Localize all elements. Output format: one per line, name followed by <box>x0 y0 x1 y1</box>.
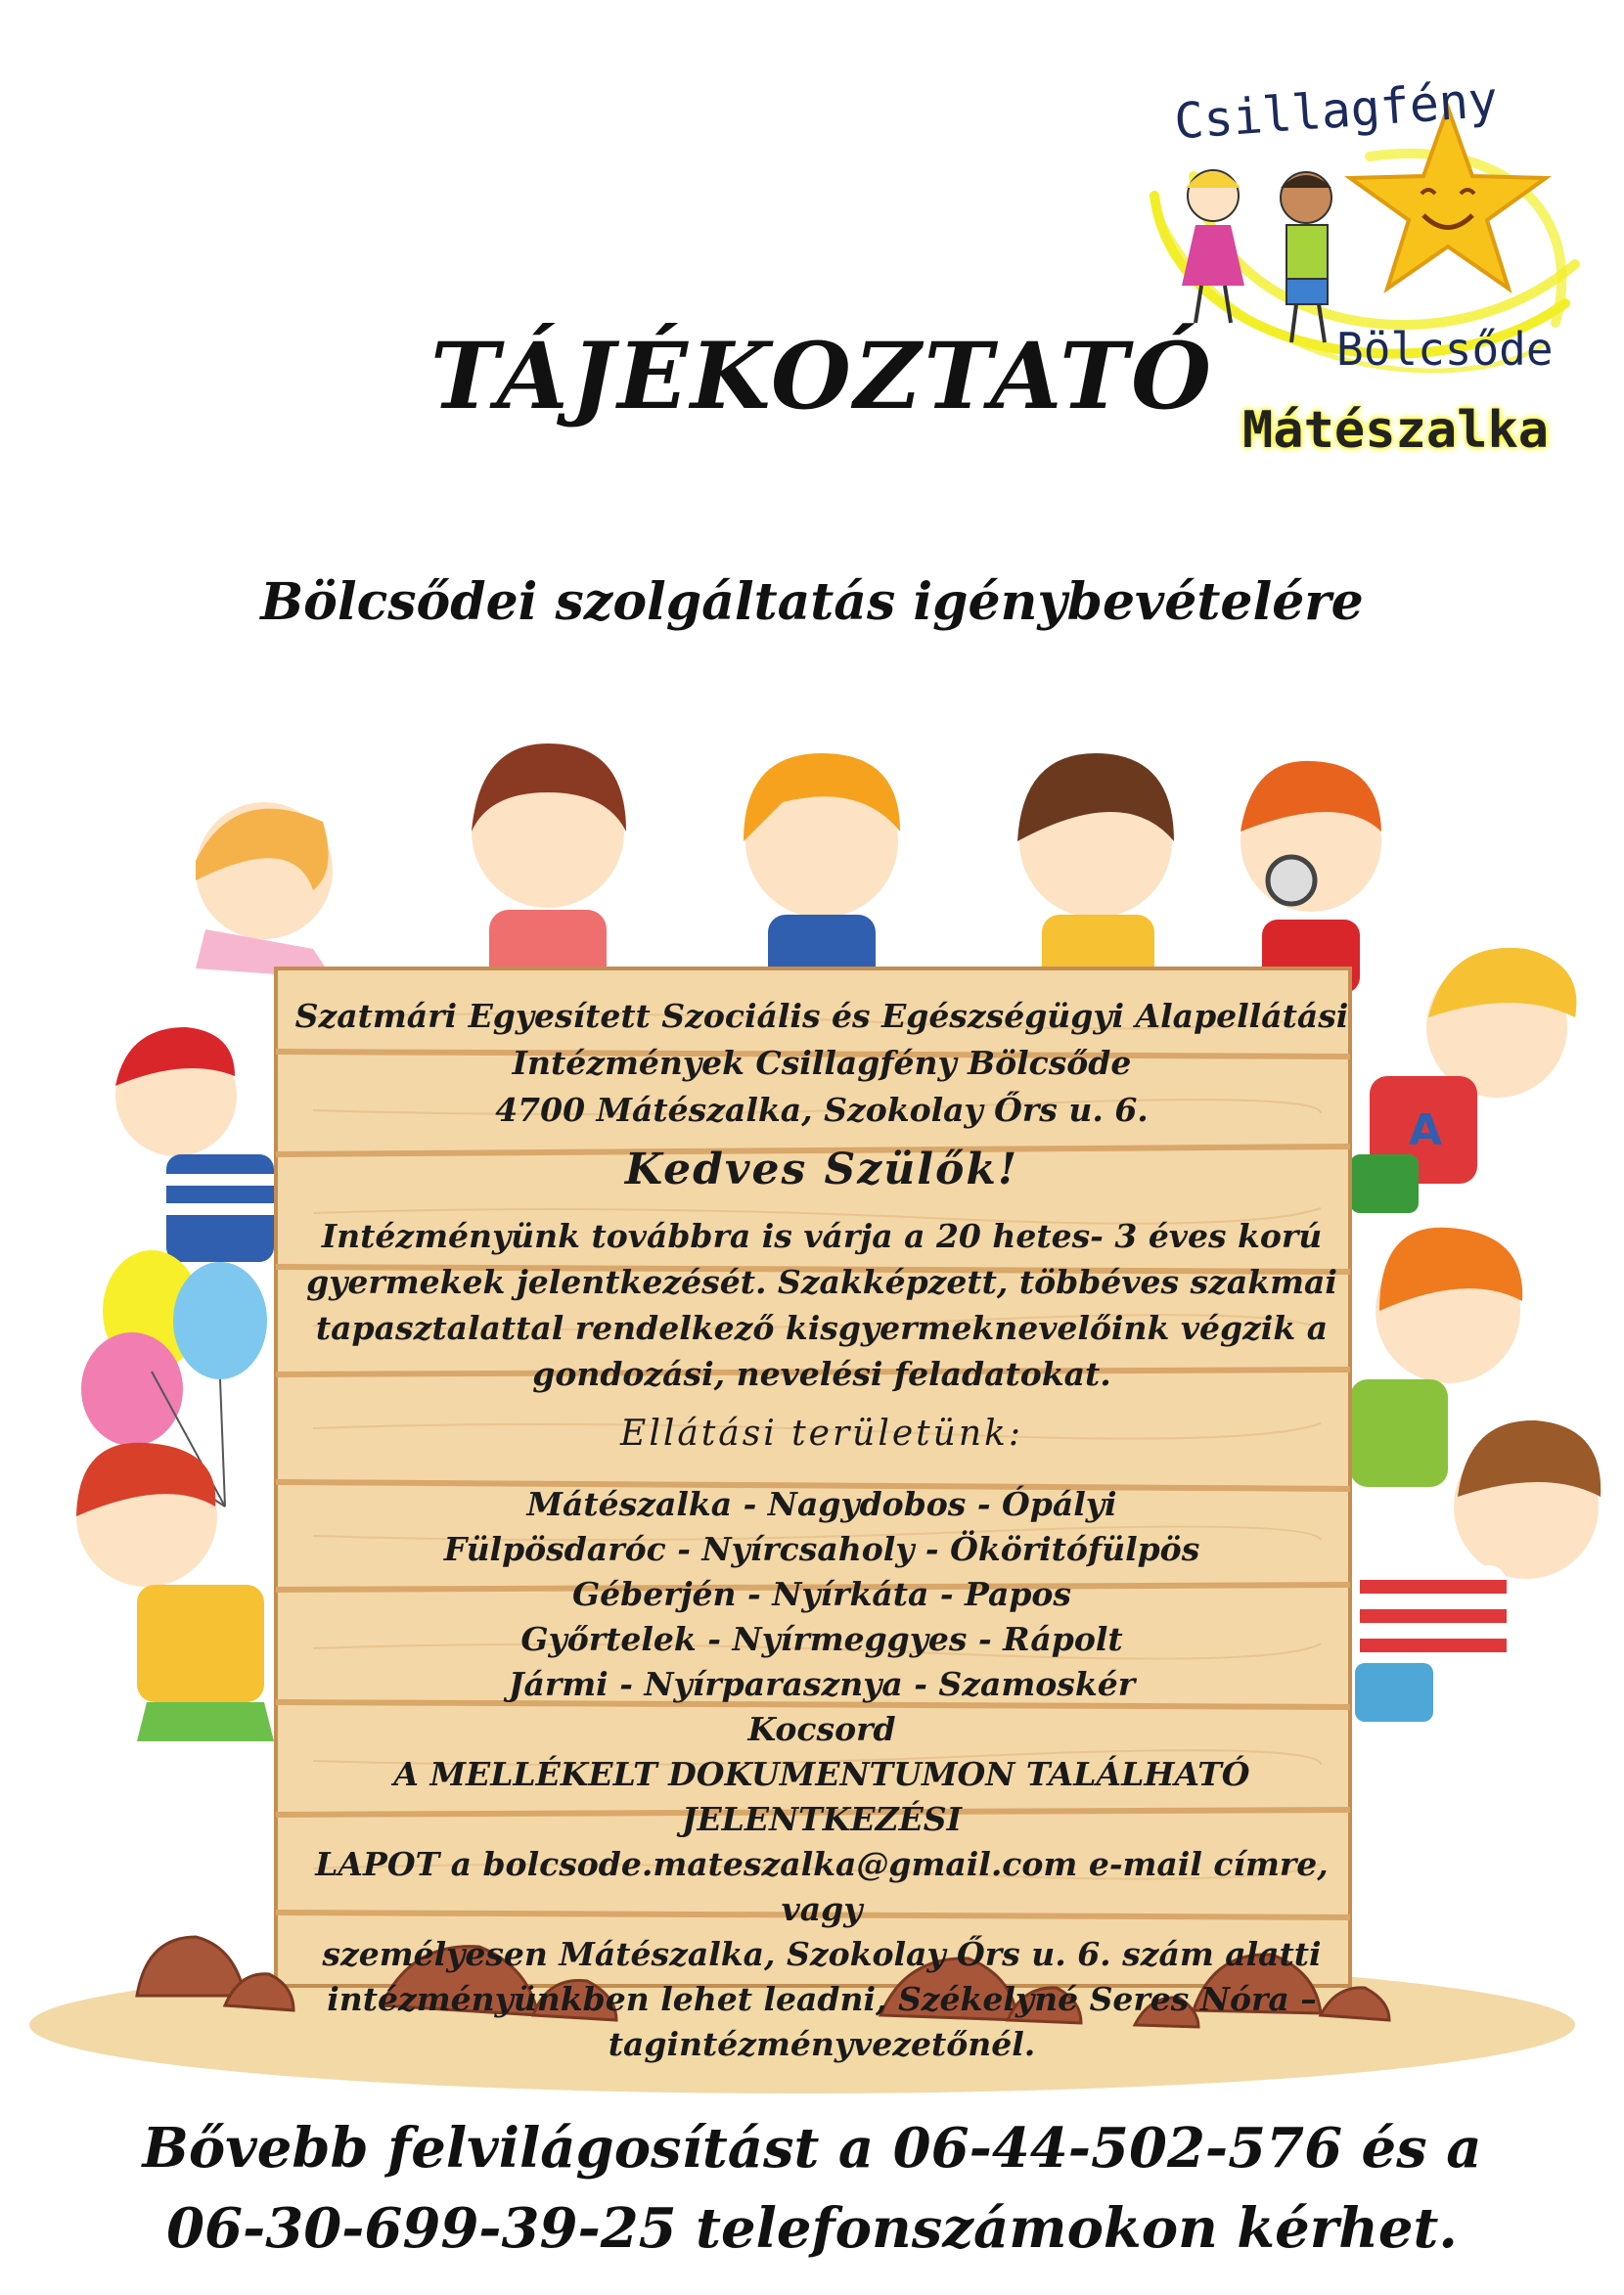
institution-line: Intézmények Csillagfény Bölcsőde <box>512 1044 1132 1082</box>
area-row: Kocsord <box>747 1710 896 1748</box>
child-left-2-icon <box>76 1443 274 1741</box>
child-5-icon <box>1241 761 1381 993</box>
institution-line: Szatmári Egyesített Szociális és Egészségügyi Alapellátási <box>294 997 1349 1035</box>
intro-line: gyermekek jelentkezését. Szakképzett, többéves szakmai <box>306 1263 1337 1301</box>
intro-line: Intézményünk továbbra is várja a 20 hetes- 3 éves korú <box>321 1217 1323 1255</box>
area-row: Géberjén - Nyírkáta - Papos <box>571 1575 1072 1613</box>
service-area-list <box>274 1482 1370 1752</box>
page-subtitle: Bölcsődei szolgáltatás igénybevételére <box>260 572 1364 632</box>
notice-line: személyesen Mátészalka, Szokolay Őrs u. 6. szám alatti <box>322 1935 1322 1973</box>
contact-footer <box>0 2108 1624 2269</box>
greeting: Kedves Szülők! <box>624 1145 1019 1194</box>
svg-text:A: A <box>1409 1105 1443 1155</box>
logo-city-text: Mátészalka <box>1242 401 1550 460</box>
notice-line: LAPOT a bolcsode.mateszalka@gmail.com e-mail címre, vagy <box>315 1845 1329 1928</box>
area-row: Jármi - Nyírparasznya - Szamoskér <box>508 1665 1136 1703</box>
child-right-1-icon <box>1350 948 1576 1213</box>
institution-block <box>274 993 1370 1134</box>
area-row: Mátészalka - Nagydobos - Ópályi <box>526 1485 1117 1523</box>
application-notice <box>274 1752 1370 2067</box>
footer-line: 06-30-699-39-25 telefonszámokon kérhet. <box>166 2196 1458 2261</box>
page-title: TÁJÉKOZTATÓ <box>430 323 1214 430</box>
footer-line: Bővebb felvilágosítást a 06-44-502-576 és a <box>142 2116 1482 2181</box>
intro-paragraph <box>274 1213 1370 1397</box>
notice-line: tagintézményvezetőnél. <box>608 2025 1036 2063</box>
area-row: Győrtelek - Nyírmeggyes - Rápolt <box>520 1620 1123 1658</box>
logo-type-text: Bölcsőde <box>1336 323 1554 376</box>
service-area-heading: Ellátási területünk: <box>620 1414 1023 1454</box>
child-left-1-icon <box>115 1027 274 1262</box>
intro-line: tapasztalattal rendelkező kisgyermeknevelőink végzik a <box>315 1309 1329 1347</box>
intro-line: gondozási, nevelési feladatokat. <box>532 1355 1111 1393</box>
child-4-icon <box>1017 753 1174 993</box>
child-1-icon <box>196 802 333 978</box>
logo-name-text: Csillagfény <box>1172 70 1500 151</box>
notice-line: intézményünkben lehet leadni, Székelyné Seres Nóra – <box>327 1980 1317 2018</box>
institution-address: 4700 Mátészalka, Szokolay Őrs u. 6. <box>495 1091 1149 1129</box>
area-row: Fülpösdaróc - Nyírcsaholy - Ököritófülpös <box>443 1530 1200 1568</box>
child-2-icon <box>472 743 626 988</box>
child-3-icon <box>744 753 900 993</box>
notice-line: A MELLÉKELT DOKUMENTUMON TALÁLHATÓ JELENTKEZÉSI <box>393 1755 1250 1838</box>
